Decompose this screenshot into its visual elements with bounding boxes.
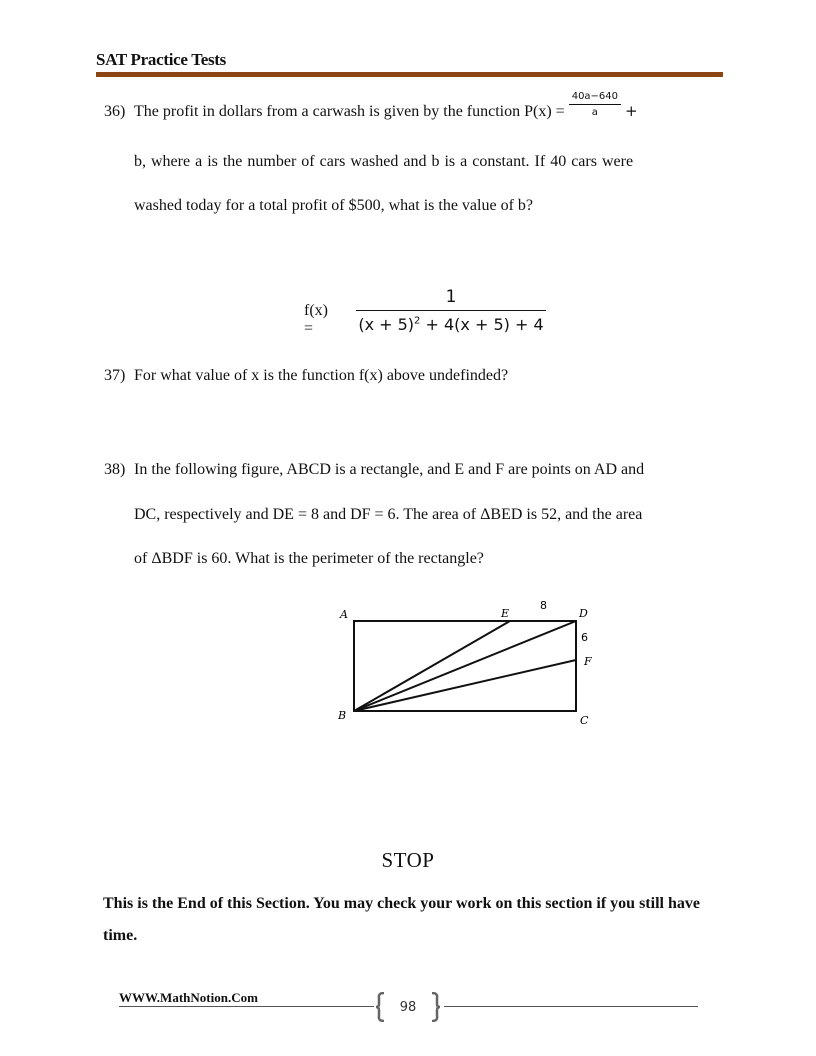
end-of-section-note: This is the End of this Section. You may check your work on this section if you still have time. [103,895,700,944]
denominator-exponent: 2 [414,315,421,327]
segment-be [354,621,510,711]
question-38-line-2: DC, respectively and DE = 8 and DF = 6. The area of ΔBED is 52, and the area [134,506,643,523]
question-36-text: The profit in dollars from a carwash is given by the function P(x) = [134,103,565,120]
question-37-text: For what value of x is the function f(x) above undefinded? [134,367,509,384]
fraction-numerator: 40a−640 [569,92,621,105]
label-a: A [340,608,348,621]
label-b: B [338,709,347,722]
equation-numerator: 1 [356,286,546,311]
equation-lhs: f(x) = [304,302,328,337]
question-36-line-2: b, where a is the number of cars washed and b is a constant. If 40 cars were [134,153,634,170]
denominator-part-2: + 4(x + 5) + 4 [420,315,544,334]
label-e: E [501,607,510,620]
fraction-denominator: a [591,107,598,119]
denominator-part-1: (x + 5) [358,315,415,334]
header-title: SAT Practice Tests [96,50,226,69]
question-38-line-3: of ΔBDF is 60. What is the perimeter of the rectangle? [134,550,484,567]
label-f: F [584,655,592,668]
page-number: 98 [399,1000,417,1015]
question-36-line-1 [104,91,638,120]
footer-rule-left [119,1006,374,1007]
equation-fraction [356,286,546,334]
page-number-box [376,992,440,1022]
label-de-length: 8 [540,599,547,612]
header-rule [96,72,723,77]
question-36-number: 36) [104,103,126,120]
equation-denominator [356,311,546,334]
label-df-length: 6 [581,631,588,644]
segment-bf [354,660,576,711]
question-36-line-3: washed today for a total profit of $500, what is the value of b? [134,197,533,214]
footer-rule-right [444,1006,698,1007]
question-38-number: 38) [104,461,126,478]
rectangle-diagram [330,594,610,734]
stop-heading: STOP [381,848,435,872]
plus-sign: + [625,102,638,120]
rectangle-figure [330,594,610,739]
question-36-fraction [569,92,621,118]
footer-website: WWW.MathNotion.Com [119,990,258,1005]
question-38-text: In the following figure, ABCD is a rectangle, and E and F are points on AD and [134,461,645,478]
label-d: D [579,607,588,620]
segment-bd [354,621,576,711]
question-37 [104,368,508,384]
question-37-number: 37) [104,367,126,384]
label-c: C [580,714,589,727]
question-38-line-1 [104,462,644,478]
